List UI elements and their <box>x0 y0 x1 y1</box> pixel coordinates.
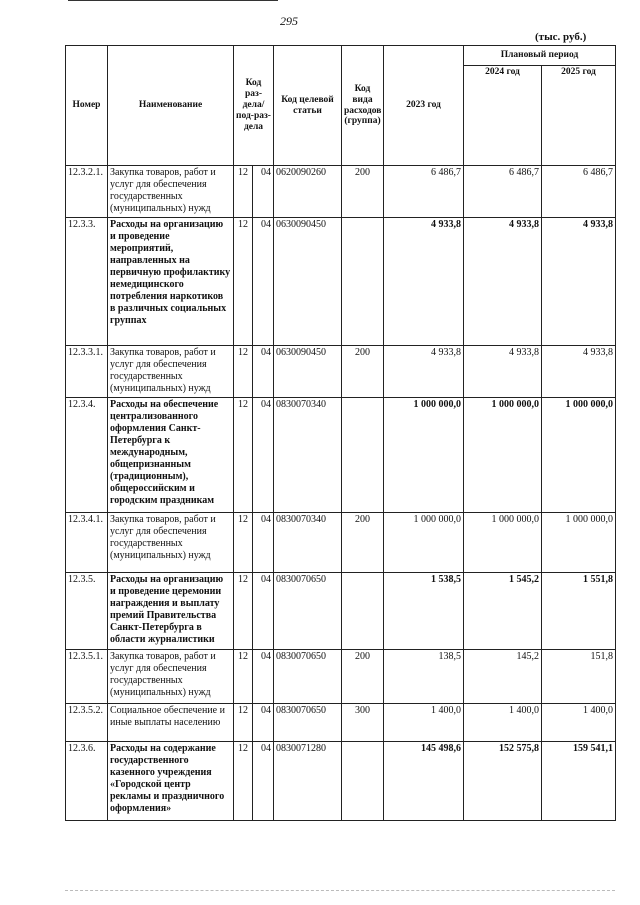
row-amount-2025: 1 400,0 <box>542 704 616 742</box>
row-subsection-code: 04 <box>253 398 274 513</box>
row-section-code: 12 <box>234 704 253 742</box>
row-name: Закупка товаров, работ и услуг для обеспечения государственных (муниципальных) нужд <box>108 513 234 573</box>
row-expense-type <box>342 742 384 821</box>
row-amount-2023: 4 933,8 <box>384 218 464 346</box>
row-subsection-code: 04 <box>253 742 274 821</box>
row-subsection-code: 04 <box>253 218 274 346</box>
header-expense-type: Код вида расходов (группа) <box>342 46 384 166</box>
table-row <box>66 573 616 650</box>
units-label: (тыс. руб.) <box>535 31 587 43</box>
row-expense-type <box>342 573 384 650</box>
row-target-code: 0830070340 <box>274 398 342 513</box>
row-amount-2025: 1 000 000,0 <box>542 398 616 513</box>
table-row <box>66 742 616 821</box>
row-section-code: 12 <box>234 398 253 513</box>
row-number: 12.3.5. <box>66 573 108 650</box>
row-subsection-code: 04 <box>253 650 274 704</box>
row-amount-2025: 6 486,7 <box>542 166 616 218</box>
table-row <box>66 398 616 513</box>
row-amount-2023: 1 000 000,0 <box>384 513 464 573</box>
header-year-2025: 2025 год <box>542 66 616 166</box>
table-row <box>66 704 616 742</box>
row-section-code: 12 <box>234 218 253 346</box>
row-amount-2024: 4 933,8 <box>464 346 542 398</box>
header-year-2024: 2024 год <box>464 66 542 166</box>
row-target-code: 0830070650 <box>274 573 342 650</box>
row-section-code: 12 <box>234 573 253 650</box>
row-amount-2024: 152 575,8 <box>464 742 542 821</box>
row-expense-type: 200 <box>342 346 384 398</box>
row-amount-2023: 4 933,8 <box>384 346 464 398</box>
row-target-code: 0830070340 <box>274 513 342 573</box>
row-expense-type: 200 <box>342 650 384 704</box>
row-section-code: 12 <box>234 650 253 704</box>
row-amount-2024: 1 545,2 <box>464 573 542 650</box>
row-name: Расходы на организацию и проведение мероприятий, направленных на первичную профилактику немедицинского потребления наркотиков в различных социальных группах <box>108 218 234 346</box>
row-subsection-code: 04 <box>253 704 274 742</box>
top-rule <box>68 0 278 1</box>
table-row <box>66 650 616 704</box>
row-amount-2025: 151,8 <box>542 650 616 704</box>
row-amount-2024: 4 933,8 <box>464 218 542 346</box>
row-expense-type <box>342 398 384 513</box>
row-subsection-code: 04 <box>253 166 274 218</box>
row-amount-2023: 138,5 <box>384 650 464 704</box>
table-row <box>66 346 616 398</box>
row-amount-2024: 1 000 000,0 <box>464 513 542 573</box>
row-amount-2024: 6 486,7 <box>464 166 542 218</box>
table-row <box>66 218 616 346</box>
row-amount-2024: 1 000 000,0 <box>464 398 542 513</box>
row-amount-2025: 4 933,8 <box>542 346 616 398</box>
row-number: 12.3.2.1. <box>66 166 108 218</box>
row-amount-2024: 1 400,0 <box>464 704 542 742</box>
row-expense-type: 200 <box>342 166 384 218</box>
row-expense-type: 200 <box>342 513 384 573</box>
header-section: Код раз-дела/ под-раз-дела <box>234 46 274 166</box>
row-section-code: 12 <box>234 742 253 821</box>
header-target: Код целевой статьи <box>274 46 342 166</box>
row-name: Социальное обеспечение и иные выплаты населению <box>108 704 234 742</box>
row-subsection-code: 04 <box>253 573 274 650</box>
row-target-code: 0630090450 <box>274 346 342 398</box>
row-amount-2025: 1 551,8 <box>542 573 616 650</box>
row-target-code: 0630090450 <box>274 218 342 346</box>
row-target-code: 0830071280 <box>274 742 342 821</box>
row-name: Расходы на организацию и проведение церемонии награждения и выплату премий Правительства Санкт-Петербурга в области журналистики <box>108 573 234 650</box>
row-name: Закупка товаров, работ и услуг для обеспечения государственных (муниципальных) нужд <box>108 166 234 218</box>
header-year-2023: 2023 год <box>384 46 464 166</box>
row-amount-2023: 1 400,0 <box>384 704 464 742</box>
page-number: 295 <box>280 14 298 28</box>
table-row <box>66 166 616 218</box>
row-number: 12.3.3. <box>66 218 108 346</box>
row-subsection-code: 04 <box>253 513 274 573</box>
header-number: Номер <box>66 46 108 166</box>
row-expense-type <box>342 218 384 346</box>
header-planned-period: Плановый период <box>464 46 616 66</box>
row-amount-2023: 145 498,6 <box>384 742 464 821</box>
row-section-code: 12 <box>234 166 253 218</box>
row-section-code: 12 <box>234 346 253 398</box>
row-number: 12.3.5.1. <box>66 650 108 704</box>
row-number: 12.3.4. <box>66 398 108 513</box>
budget-table <box>65 45 616 821</box>
row-number: 12.3.4.1. <box>66 513 108 573</box>
row-name: Закупка товаров, работ и услуг для обеспечения государственных (муниципальных) нужд <box>108 650 234 704</box>
row-expense-type: 300 <box>342 704 384 742</box>
row-amount-2024: 145,2 <box>464 650 542 704</box>
row-number: 12.3.6. <box>66 742 108 821</box>
row-amount-2023: 6 486,7 <box>384 166 464 218</box>
row-number: 12.3.3.1. <box>66 346 108 398</box>
row-section-code: 12 <box>234 513 253 573</box>
row-name: Расходы на содержание государственного казенного учреждения «Городской центр рекламы и праздничного оформления» <box>108 742 234 821</box>
row-target-code: 0620090260 <box>274 166 342 218</box>
row-subsection-code: 04 <box>253 346 274 398</box>
row-target-code: 0830070650 <box>274 704 342 742</box>
table-row <box>66 513 616 573</box>
row-amount-2023: 1 000 000,0 <box>384 398 464 513</box>
row-target-code: 0830070650 <box>274 650 342 704</box>
row-number: 12.3.5.2. <box>66 704 108 742</box>
bottom-rule <box>65 890 615 891</box>
row-name: Расходы на обеспечение централизованного оформления Санкт-Петербурга к международным, общепризнанным (традиционным), общероссийским и городским праздникам <box>108 398 234 513</box>
row-amount-2025: 1 000 000,0 <box>542 513 616 573</box>
row-amount-2025: 159 541,1 <box>542 742 616 821</box>
row-name: Закупка товаров, работ и услуг для обеспечения государственных (муниципальных) нужд <box>108 346 234 398</box>
header-name: Наименование <box>108 46 234 166</box>
row-amount-2025: 4 933,8 <box>542 218 616 346</box>
row-amount-2023: 1 538,5 <box>384 573 464 650</box>
